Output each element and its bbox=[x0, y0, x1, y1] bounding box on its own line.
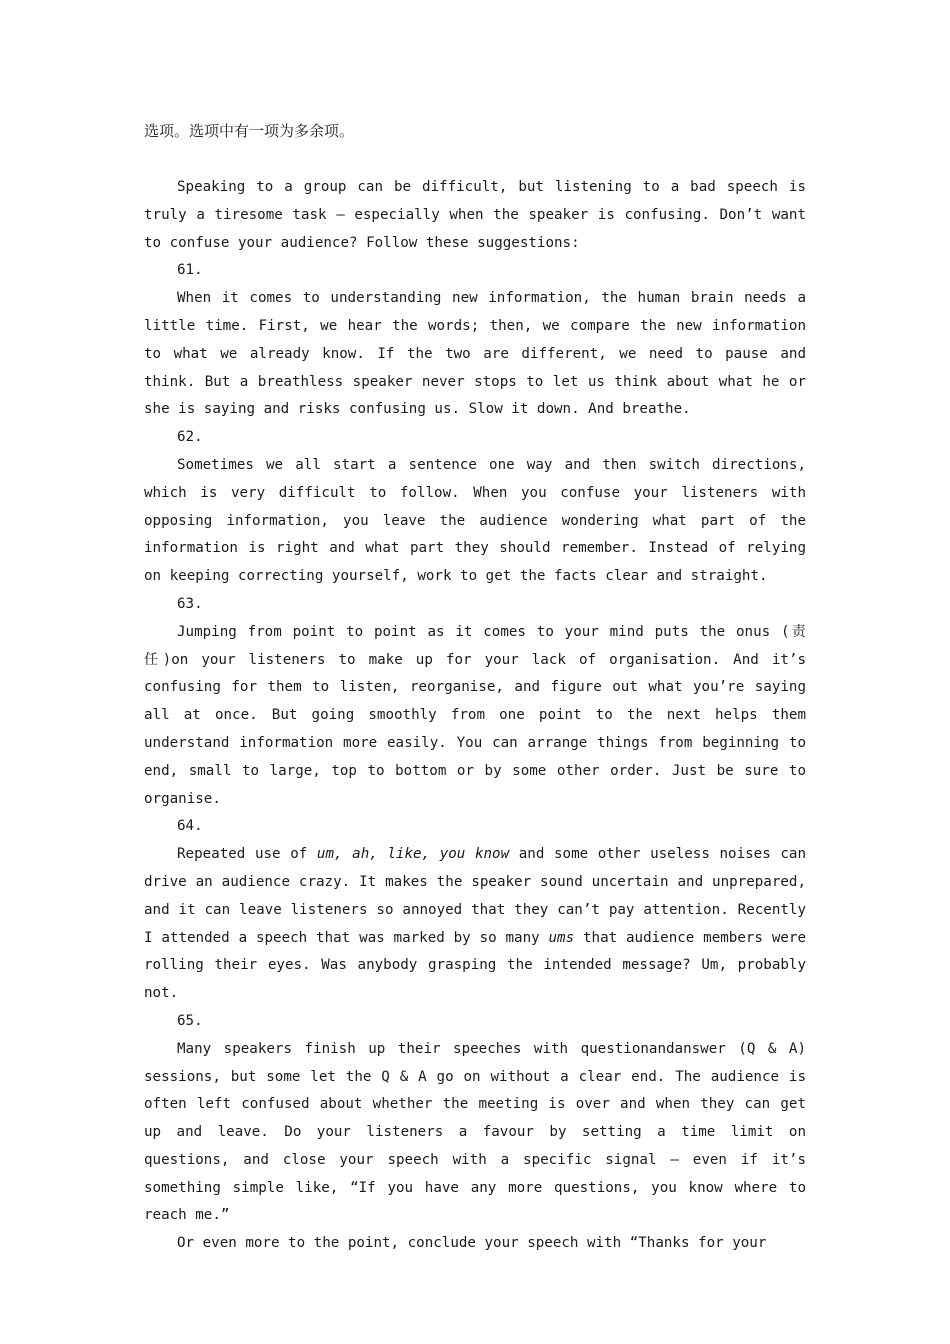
paragraph-64-part-a: Repeated use of bbox=[177, 846, 317, 863]
paragraph-65: Many speakers finish up their speeches with questionandanswer (Q & A) sessions, but some let the Q & A go on without a clear end. The audience is often left confused about whether the meeting is over and when they can get up and leave. Do your listeners a favour by setting a time limit on questions, and close your speech with a specific signal — even if it’s something simple like, “If you have any more questions, you know where to reach me.” bbox=[144, 1040, 806, 1224]
paragraph-64-part-b: and some other useless noises can drive an audience crazy. It makes the speaker sound uncertain and unprepared, and it can leave listeners so annoyed that they can’t pay attention. Recently I attended a speech that was marked by so many bbox=[144, 846, 806, 946]
question-number-65: 65. bbox=[177, 1012, 203, 1029]
paragraph-64-emphasis-fillers: um, ah, like, you know bbox=[316, 846, 510, 863]
paragraph-64-emphasis-ums: ums bbox=[548, 929, 575, 946]
question-number-61: 61. bbox=[177, 262, 203, 279]
question-number-63: 63. bbox=[177, 595, 203, 612]
paragraph-64 bbox=[144, 841, 806, 1008]
paragraph-61: When it comes to understanding new information, the human brain needs a little time. First, we hear the words; then, we compare the new information to what we already know. If the two are different, we need to pause and think. But a breathless speaker never stops to let us think about what he or she is saying and risks confusing us. Slow it down. And breathe. bbox=[144, 290, 806, 418]
question-number-62: 62. bbox=[177, 429, 203, 446]
question-number-64: 64. bbox=[177, 818, 203, 835]
closing-paragraph: Or even more to the point, conclude your speech with “Thanks for your bbox=[177, 1235, 767, 1252]
paragraph-64-part-c: that audience members were rolling their eyes. Was anybody grasping the intended message? Um, probably not. bbox=[144, 929, 806, 1002]
intro-paragraph: Speaking to a group can be difficult, but listening to a bad speech is truly a tiresome task — especially when the speaker is confusing. Don’t want to confuse your audience? Follow these suggestions: bbox=[144, 179, 806, 251]
paragraph-62: Sometimes we all start a sentence one way and then switch directions, which is very difficult to follow. When you confuse your listeners with opposing information, you leave the audience wondering what part of the information is right and what part they should remember. Instead of relying on keeping correcting yourself, work to get the facts clear and straight. bbox=[144, 456, 806, 585]
instruction-line: 选项。选项中有一项为多余项。 bbox=[144, 122, 355, 140]
article-body bbox=[144, 174, 806, 1258]
paragraph-63: Jumping from point to point as it comes to your mind puts the onus (责任)on your listeners to make up for your lack of organisation. And it’s confusing for them to listen, reorganise, and figure out what you’re saying all at once. But going smoothly from one point to the next helps them understand information more easily. You can arrange things from beginning to end, small to large, top to bottom or by some other order. Just be sure to organise. bbox=[144, 623, 806, 807]
